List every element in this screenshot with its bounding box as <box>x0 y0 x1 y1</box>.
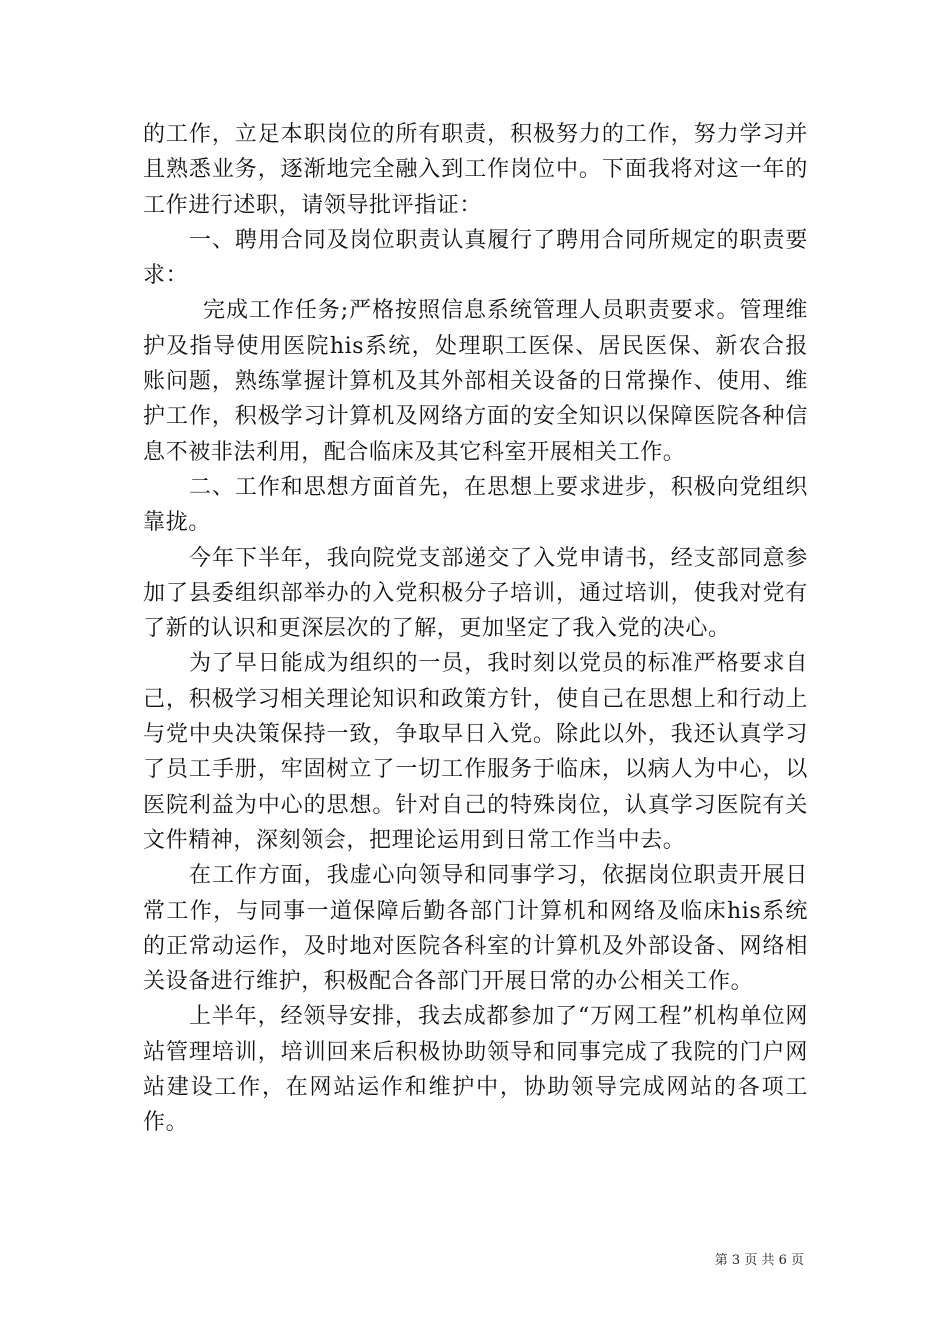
paragraph-section-two-heading: 二、工作和思想方面首先，在思想上要求进步，积极向党组织靠拢。 <box>143 474 808 536</box>
paragraph-website-training: 上半年，经领导安排，我去成都参加了“万网工程”机构单位网站管理培训，培训回来后积极协助领导和同事完成了我院的门户网站建设工作，在网站运作和维护中，协助领导完成网站的各项工作。 <box>143 1004 808 1136</box>
page-number-footer: 第 3 页 共 6 页 <box>714 1253 804 1268</box>
paragraph-duties: 完成工作任务;严格按照信息系统管理人员职责要求。管理维护及指导使用医院his系统，处理职工医保、居民医保、新农合报账问题，熟练掌握计算机及其外部相关设备的日常操作、使用、维护工作，积极学习计算机及网络方面的安全知识以保障医院各种信息不被非法利用，配合临床及其它科室开展相关工作。 <box>143 298 808 465</box>
paragraph-self-discipline: 为了早日能成为组织的一员，我时刻以党员的标准严格要求自己，积极学习相关理论知识和政策方针，使自己在思想上和行动上与党中央决策保持一致，争取早日入党。除此以外，我还认真学习了员工手册，牢固树立了一切工作服务于临床，以病人为中心，以医院利益为中心的思想。针对自己的特殊岗位，认真学习医院有关文件精神，深刻领会，把理论运用到日常工作当中去。 <box>143 651 808 853</box>
paragraph-continuation: 的工作，立足本职岗位的所有职责，积极努力的工作，努力学习并且熟悉业务，逐渐地完全融入到工作岗位中。下面我将对这一年的工作进行述职，请领导批评指证： <box>143 122 808 218</box>
paragraph-section-one-heading: 一、聘用合同及岗位职责认真履行了聘用合同所规定的职责要求： <box>143 227 808 289</box>
paragraph-party-application: 今年下半年，我向院党支部递交了入党申请书，经支部同意参加了县委组织部举办的入党积极分子培训，通过培训，使我对党有了新的认识和更深层次的了解，更加坚定了我入党的决心。 <box>143 545 808 642</box>
document-body <box>143 117 808 1141</box>
paragraph-work-aspects: 在工作方面，我虚心向领导和同事学习，依据岗位职责开展日常工作，与同事一道保障后勤各部门计算机和网络及临床his系统的正常动运作，及时地对医院各科室的计算机及外部设备、网络相关设备进行维护，积极配合各部门开展日常的办公相关工作。 <box>143 863 808 995</box>
